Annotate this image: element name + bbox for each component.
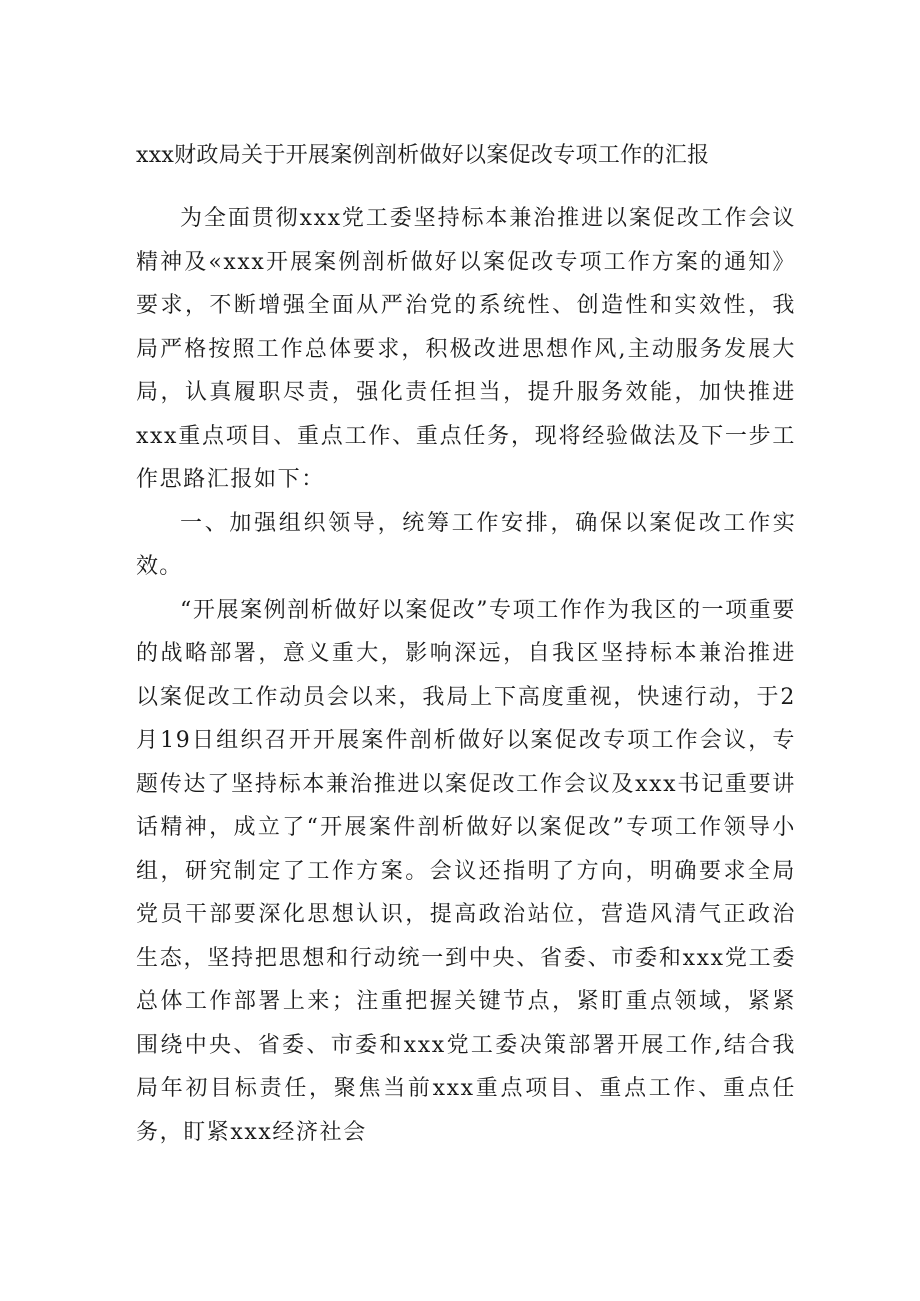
document-title: xxx财政局关于开展案例剖析做好以案促改专项工作的汇报 <box>136 143 710 168</box>
section-paragraph: “开展案例剖析做好以案促改”专项工作作为我区的一项重要的战略部署，意义重大，影响深远，自我区坚持标本兼治推进以案促改工作动员会以来，我局上下高度重视，快速行动，于2月19日组织召开开展案件剖析做好以案促改专项工作会议，专题传达了坚持标本兼治推进以案促改工作会议及xxx书记重要讲话精神，成立了“开展案件剖析做好以案促改”专项工作领导小组，研究制定了工作方案。会议还指明了方向，明确要求全局党员干部要深化思想认识，提高政治站位，营造风清气正政治生态，坚持把思想和行动统一到中央、省委、市委和xxx党工委总体工作部署上来；注重把握关键节点，紧盯重点领域，紧紧围绕中央、省委、市委和xxx党工委决策部署开展工作,结合我局年初目标责任，聚焦当前xxx重点项目、重点工作、重点任务，盯紧xxx经济社会 <box>136 597 796 1145</box>
document-body <box>136 197 796 1154</box>
intro-paragraph: 为全面贯彻xxx党工委坚持标本兼治推进以案促改工作会议精神及«xxx开展案例剖析做好以案促改专项工作方案的通知》要求，不断增强全面从严治党的系统性、创造性和实效性，我局严格按照工作总体要求，积极改进思想作风,主动服务发展大局，认真履职尽责，强化责任担当，提升服务效能，加快推进xxx重点项目、重点工作、重点任务，现将经验做法及下一步工作思路汇报如下： <box>136 206 796 492</box>
section-heading: 一、加强组织领导，统筹工作安排，确保以案促改工作实效。 <box>136 510 796 579</box>
